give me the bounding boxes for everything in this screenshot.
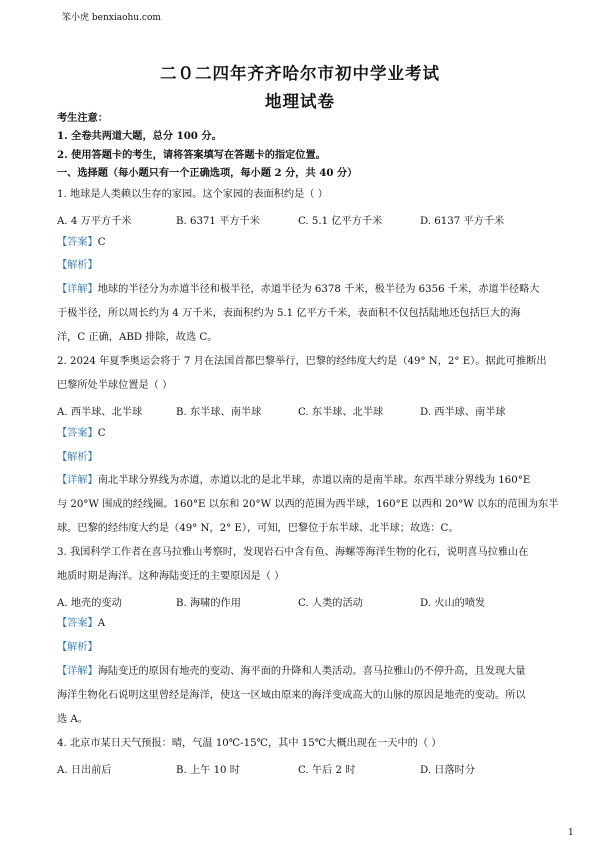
answer-value: A: [97, 618, 106, 629]
section-heading: 一、选择题（每小题只有一个正确选项，每小题 2 分，共 40 分）: [57, 167, 358, 179]
exam-title: 二０二四年齐齐哈尔市初中学业考试: [160, 64, 440, 83]
question-2-option-d: D. 西半球、南半球: [420, 407, 506, 418]
detail-label: 【详解】: [57, 284, 98, 295]
question-1-detail-line-3: 洋，C 正确，ABD 排除，故选 C。: [57, 332, 218, 343]
question-1-analysis-label: 【解析】: [57, 260, 98, 271]
question-1-option-b: B. 6371 平方千米: [176, 216, 260, 227]
question-4-option-a: A. 日出前后: [57, 765, 112, 776]
question-3-detail-line-3: 选 A。: [57, 714, 88, 725]
question-2-detail-line-2: 与 20°W 围成的经线圈。160°E 以东和 20°W 以西的范围为西半球，160°E 以西和 20°W 以东的范围为东半: [57, 499, 559, 510]
question-1-option-c: C. 5.1 亿平方千米: [298, 216, 383, 227]
question-2-answer: [57, 427, 106, 440]
question-2-stem-line-2: 巴黎所处半球位置是（ ）: [57, 380, 173, 391]
detail-label: 【详解】: [57, 666, 98, 677]
question-3-analysis-label: 【解析】: [57, 642, 98, 653]
question-2-analysis-label: 【解析】: [57, 452, 98, 463]
question-3-detail-line-2: 海洋生物化石说明这里曾经是海洋，使这一区域由原来的海洋变成高大的山脉的原因是地壳的变动。所以: [57, 690, 526, 701]
question-4-stem: 4. 北京市某日天气预报：晴，气温 10℃-15℃，其中 15℃大概出现在一天中的（ ）: [57, 738, 442, 749]
exam-subtitle: 地理试卷: [265, 92, 335, 111]
question-2-option-b: B. 东半球、南半球: [176, 407, 262, 418]
question-3-stem-line-1: 3. 我国科学工作者在喜马拉雅山考察时，发现岩石中含有鱼、海螺等海洋生物的化石，说明喜马拉雅山在: [57, 547, 529, 558]
question-1-detail-line-1: 【详解】地球的半径分为赤道半径和极半径，赤道半径为 6378 千米，极半径为 6356 千米，赤道半径略大: [57, 284, 540, 295]
answer-value: C: [97, 237, 106, 248]
question-1-stem: 1. 地球是人类赖以生存的家园。这个家园的表面积约是（ ）: [57, 189, 328, 200]
question-3-option-c: C. 人类的活动: [298, 598, 363, 609]
question-2-detail-line-3: 球。巴黎的经纬度大约是（49° N，2° E），可知，巴黎位于东半球、北半球；故选：C。: [57, 523, 459, 534]
page-number: 1: [568, 828, 574, 838]
question-3-answer: [57, 617, 105, 630]
question-2-option-a: A. 西半球、北半球: [57, 407, 143, 418]
answer-label: 【答案】: [57, 618, 98, 629]
question-2-detail-line-1: 【详解】南北半球分界线为赤道，赤道以北的是北半球，赤道以南的是南半球。东西半球分界线为 160°E: [57, 475, 531, 486]
question-3-detail-line-1: 【详解】海陆变迁的原因有地壳的变动、海平面的升降和人类活动。喜马拉雅山仍不停升高，且发现大量: [57, 666, 526, 677]
answer-value: C: [97, 428, 106, 439]
question-3-option-d: D. 火山的喷发: [420, 598, 486, 609]
question-1-answer: [57, 236, 106, 249]
question-4-option-c: C. 午后 2 时: [298, 765, 356, 776]
notice-heading: 考生注意：: [57, 112, 108, 124]
detail-label: 【详解】: [57, 475, 98, 486]
question-4-option-b: B. 上午 10 时: [176, 765, 240, 776]
answer-label: 【答案】: [57, 237, 98, 248]
notice-item-1: 1. 全卷共两道大题，总分 100 分。: [57, 130, 222, 142]
question-1-detail-line-2: 于极半径，所以周长约为 4 万千米，表面积约为 5.1 亿平方千米，表面积不仅包括陆地还包括巨大的海: [57, 308, 521, 319]
site-header: 笨小虎 benxiaohu.com: [62, 13, 161, 23]
question-3-option-a: A. 地壳的变动: [57, 598, 122, 609]
notice-item-2: 2. 使用答题卡的考生，请将答案填写在答题卡的指定位置。: [57, 149, 326, 161]
question-1-option-d: D. 6137 平方千米: [420, 216, 505, 227]
question-3-option-b: B. 海啸的作用: [176, 598, 241, 609]
question-3-stem-line-2: 地质时期是海洋。这种海陆变迁的主要原因是（ ）: [57, 571, 285, 582]
question-1-option-a: A. 4 万平方千米: [57, 216, 132, 227]
answer-label: 【答案】: [57, 428, 98, 439]
question-4-option-d: D. 日落时分: [420, 765, 476, 776]
question-2-stem-line-1: 2. 2024 年夏季奥运会将于 7 月在法国首都巴黎举行，巴黎的经纬度大约是（49° N，2° E）。据此可推断出: [57, 356, 547, 367]
question-2-option-c: C. 东半球、北半球: [298, 407, 384, 418]
